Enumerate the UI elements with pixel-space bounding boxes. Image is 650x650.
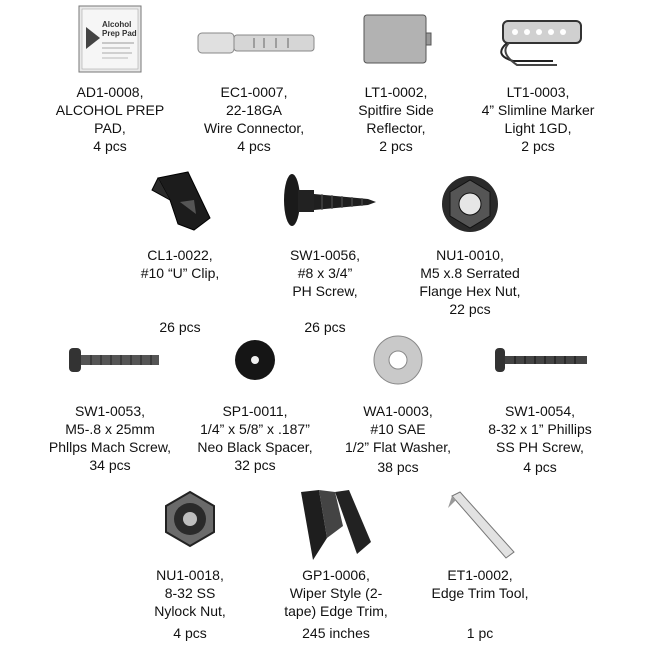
part-quantity: 245 inches bbox=[302, 625, 370, 641]
part-label-line: 1/4” x 5/8” x .187” bbox=[200, 421, 310, 437]
part-spacer bbox=[175, 334, 335, 474]
part-label-line: ET1-0002, bbox=[447, 567, 513, 583]
part-label-line: SP1-0011, bbox=[222, 403, 288, 419]
part-u-clip bbox=[100, 170, 260, 336]
part-label-line: Neo Black Spacer, bbox=[197, 439, 313, 455]
ph-screw-icon bbox=[270, 170, 380, 236]
u-clip-icon bbox=[140, 170, 220, 236]
flat-washer-icon bbox=[368, 334, 428, 386]
part-label-line: Nylock Nut, bbox=[154, 603, 226, 619]
part-label-line: PAD, bbox=[94, 120, 126, 136]
part-label-line: NU1-0018, bbox=[156, 567, 224, 583]
part-quantity: 4 pcs bbox=[523, 459, 557, 475]
part-label-line: Phllps Mach Screw, bbox=[48, 439, 172, 455]
part-quantity: 34 pcs bbox=[89, 457, 131, 473]
ss-ph-screw-icon bbox=[485, 334, 595, 386]
part-quantity: 2 pcs bbox=[521, 138, 555, 154]
part-label-line: ALCOHOL PREP bbox=[55, 102, 165, 118]
part-label-line: SW1-0054, bbox=[504, 403, 576, 419]
part-machine-screw bbox=[30, 334, 190, 474]
part-label-line: GP1-0006, bbox=[302, 567, 370, 583]
part-label-line: 4” Slimline Marker bbox=[481, 102, 595, 118]
svg-text:Alcohol: Alcohol bbox=[102, 20, 132, 29]
part-quantity: 26 pcs bbox=[304, 319, 346, 335]
part-flat-washer bbox=[318, 334, 478, 476]
svg-text:Prep Pad: Prep Pad bbox=[102, 29, 137, 38]
part-quantity: 38 pcs bbox=[377, 459, 419, 475]
part-quantity: 2 pcs bbox=[379, 138, 413, 154]
part-label-line: 8-32 SS bbox=[164, 585, 216, 601]
part-label-line: Flange Hex Nut, bbox=[419, 283, 521, 299]
part-quantity: 32 pcs bbox=[234, 457, 276, 473]
side-reflector-icon bbox=[351, 5, 441, 73]
part-ss-ph-screw bbox=[460, 334, 620, 476]
part-label-line: NU1-0010, bbox=[436, 247, 504, 263]
nylock-nut-icon bbox=[160, 486, 220, 552]
part-label-line: M5 x.8 Serrated bbox=[420, 265, 520, 281]
wire-connector-icon bbox=[184, 5, 324, 73]
part-label-line: Light 1GD, bbox=[504, 120, 572, 136]
part-label-line: 1/2” Flat Washer, bbox=[344, 439, 452, 455]
part-label-line: tape) Edge Trim, bbox=[284, 603, 388, 619]
machine-screw-icon bbox=[55, 334, 165, 386]
part-label-line: SS PH Screw, bbox=[496, 439, 584, 455]
marker-light-icon bbox=[483, 5, 593, 73]
part-wire-connector bbox=[174, 5, 334, 155]
part-label-line: AD1-0008, bbox=[76, 84, 144, 100]
part-label-line: #10 SAE bbox=[370, 421, 426, 437]
part-nylock-nut bbox=[110, 486, 270, 642]
part-label-line: LT1-0003, bbox=[506, 84, 570, 100]
part-label-line: SW1-0056, bbox=[289, 247, 361, 263]
part-label-line: Reflector, bbox=[366, 120, 426, 136]
part-label-line: Edge Trim Tool, bbox=[431, 585, 529, 601]
part-label-line: Wire Connector, bbox=[203, 120, 305, 136]
part-label-line: 8-32 x 1” Phillips bbox=[488, 421, 592, 437]
part-label-line: Spitfire Side bbox=[358, 102, 434, 118]
flange-hex-nut-icon bbox=[430, 170, 510, 236]
part-label-line: #8 x 3/4” bbox=[297, 265, 353, 281]
part-marker-light bbox=[458, 5, 618, 155]
part-side-reflector bbox=[316, 5, 476, 155]
part-label-line: LT1-0002, bbox=[364, 84, 428, 100]
alcohol-prep-pad-icon bbox=[78, 5, 142, 73]
part-label-line: CL1-0022, bbox=[147, 247, 213, 263]
part-label-line: EC1-0007, bbox=[220, 84, 288, 100]
part-quantity: 26 pcs bbox=[159, 319, 201, 335]
part-label-line: 22-18GA bbox=[225, 102, 283, 118]
part-label-line: Wiper Style (2- bbox=[289, 585, 383, 601]
part-quantity: 22 pcs bbox=[449, 301, 491, 317]
part-ph-screw bbox=[245, 170, 405, 336]
edge-trim-tool-icon bbox=[430, 486, 530, 562]
part-quantity: 1 pc bbox=[466, 625, 494, 641]
part-label-line: M5-.8 x 25mm bbox=[65, 421, 155, 437]
part-quantity: 4 pcs bbox=[93, 138, 127, 154]
part-quantity: 4 pcs bbox=[237, 138, 271, 154]
spacer-icon bbox=[225, 334, 285, 386]
part-label-line: WA1-0003, bbox=[363, 403, 433, 419]
part-label-line: SW1-0053, bbox=[74, 403, 146, 419]
part-edge-trim bbox=[256, 486, 416, 642]
part-alcohol-prep-pad bbox=[30, 5, 190, 155]
part-label-line: #10 “U” Clip, bbox=[140, 265, 220, 281]
part-quantity: 4 pcs bbox=[173, 625, 207, 641]
part-label-line: PH Screw, bbox=[292, 283, 358, 299]
part-flange-hex-nut bbox=[390, 170, 550, 318]
edge-trim-icon bbox=[291, 486, 381, 562]
part-edge-trim-tool bbox=[400, 486, 560, 642]
